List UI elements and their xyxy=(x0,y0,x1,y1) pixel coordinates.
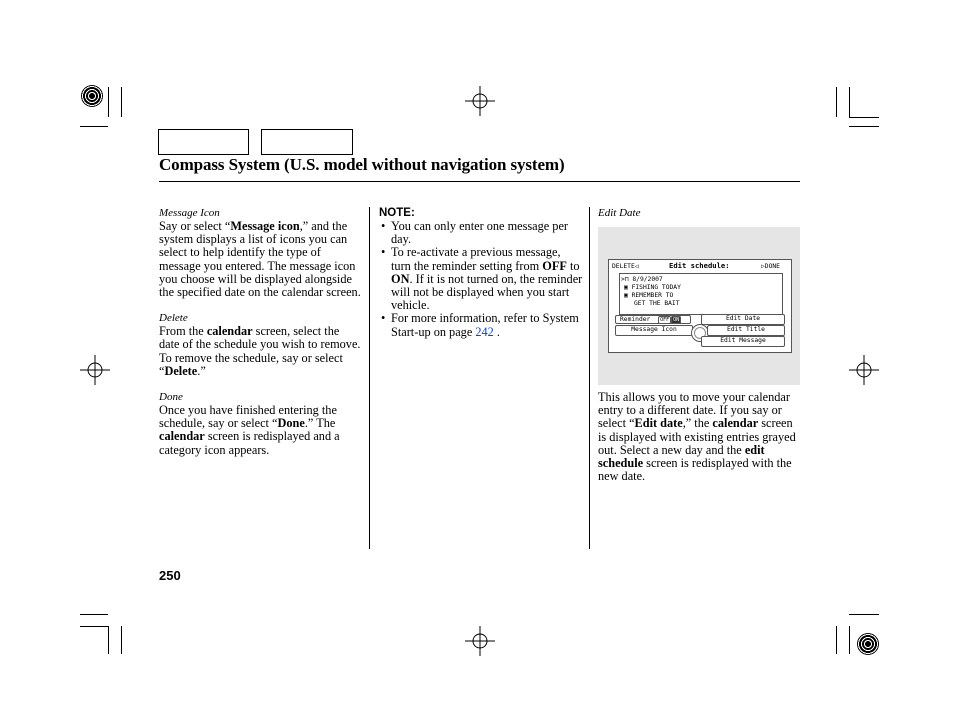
registration-target-bottom-right xyxy=(857,633,879,655)
section-tab-1 xyxy=(158,129,249,155)
bold-term: OFF xyxy=(542,258,567,273)
page-number: 250 xyxy=(159,568,181,583)
category-icon: ▣ xyxy=(624,284,632,291)
crop-mark xyxy=(836,87,837,117)
page-title: Compass System (U.S. model without navigation system) xyxy=(159,155,565,174)
bold-term: calendar xyxy=(159,429,205,444)
note-item: • You can only enter one message per day. xyxy=(379,220,583,246)
screen-title: Edit schedule: xyxy=(669,261,730,270)
crop-mark xyxy=(121,626,122,654)
message-icon-button[interactable]: Message Icon xyxy=(615,325,693,336)
crop-mark xyxy=(849,126,879,127)
done-label: ▷DONE xyxy=(761,263,780,270)
bold-term: ON xyxy=(391,271,410,286)
bold-term: Message icon xyxy=(230,219,300,233)
crop-mark xyxy=(836,626,837,654)
bold-term: Done xyxy=(277,416,305,431)
note-item: • For more information, refer to System Start-up on page 242 . xyxy=(379,312,583,338)
column-3-body xyxy=(598,391,800,483)
note-label: NOTE: xyxy=(379,207,415,219)
paragraph: From the calendar screen, select the date of the schedule you wish to remove. To remove the schedule, say or select “Delete.” xyxy=(159,324,361,378)
column-divider xyxy=(369,207,370,549)
section-heading: Done xyxy=(159,391,183,404)
delete-label: DELETE◁ xyxy=(612,263,639,270)
edit-schedule-screen xyxy=(608,259,792,353)
entry-line xyxy=(624,284,681,291)
crop-mark xyxy=(121,87,122,117)
edit-title-button[interactable]: Edit Title xyxy=(707,325,785,336)
category-icon: ▣ xyxy=(624,292,632,299)
reminder-button[interactable] xyxy=(615,315,691,324)
entry-text: REMEMBER TO xyxy=(631,292,674,299)
crop-mark xyxy=(108,87,109,117)
column-3 xyxy=(598,207,800,220)
bold-term: edit schedule xyxy=(598,442,765,471)
page-link[interactable]: 242 xyxy=(475,324,494,339)
registration-crosshair-right xyxy=(849,355,879,385)
section-heading: Message Icon xyxy=(159,207,220,219)
bold-term: calendar xyxy=(712,416,759,431)
column-1 xyxy=(159,207,362,457)
crop-mark xyxy=(849,614,879,615)
crop-mark xyxy=(849,117,879,118)
registration-crosshair-bottom xyxy=(465,626,495,656)
note-item: • To re-activate a previous message, turn the reminder setting from OFF to ON. If it is not turned on, the reminder will not be displayed when you start vehicle. xyxy=(379,246,583,312)
reminder-on-toggle[interactable]: ON xyxy=(673,317,680,323)
reminder-label: Reminder xyxy=(620,316,651,323)
crop-mark xyxy=(80,126,108,127)
bold-term: calendar xyxy=(206,324,253,339)
crop-mark xyxy=(849,626,850,654)
edit-message-button[interactable]: Edit Message xyxy=(701,336,785,347)
crop-mark xyxy=(849,87,850,117)
title-rule xyxy=(159,181,800,182)
bold-term: Edit date xyxy=(634,416,683,431)
section-heading: Edit Date xyxy=(598,207,641,219)
paragraph: Once you have finished entering the schedule, say or select “Done.” The calendar screen is redisplayed and a category icon appears. xyxy=(159,403,340,457)
entry-line xyxy=(634,300,680,307)
crop-mark xyxy=(108,626,109,654)
entry-date: >⊓ 8/9/2007 xyxy=(621,276,663,283)
note-list xyxy=(379,220,583,339)
paragraph: This allows you to move your calendar entry to a different date. If you say or select “Edit date,” the calendar screen is displayed with existing entries grayed out. Select a new day and the edit schedule screen is redisplayed with the new date. xyxy=(598,390,796,484)
entry-text: GET THE BAIT xyxy=(634,300,680,307)
column-2 xyxy=(379,207,583,339)
crop-mark xyxy=(80,614,108,615)
schedule-entry-box xyxy=(619,273,783,315)
edit-date-button[interactable]: Edit Date xyxy=(701,314,785,325)
entry-line xyxy=(624,292,673,299)
registration-target-top-left xyxy=(81,85,103,107)
crop-mark xyxy=(80,626,108,627)
column-divider xyxy=(589,207,590,549)
registration-crosshair-left xyxy=(80,355,110,385)
entry-text: FISHING TODAY xyxy=(631,284,681,291)
registration-crosshair-top xyxy=(465,86,495,116)
paragraph: Say or select “Message icon,” and the system displays a list of icons you can select to help identify the type of message you entered. The message icon you choose will be displayed alongside the specified date on the calendar screen. xyxy=(159,219,361,300)
section-heading: Delete xyxy=(159,312,188,325)
reminder-off-toggle[interactable]: OFF xyxy=(660,317,670,323)
bold-term: Delete xyxy=(164,363,198,378)
section-tab-2 xyxy=(261,129,353,155)
